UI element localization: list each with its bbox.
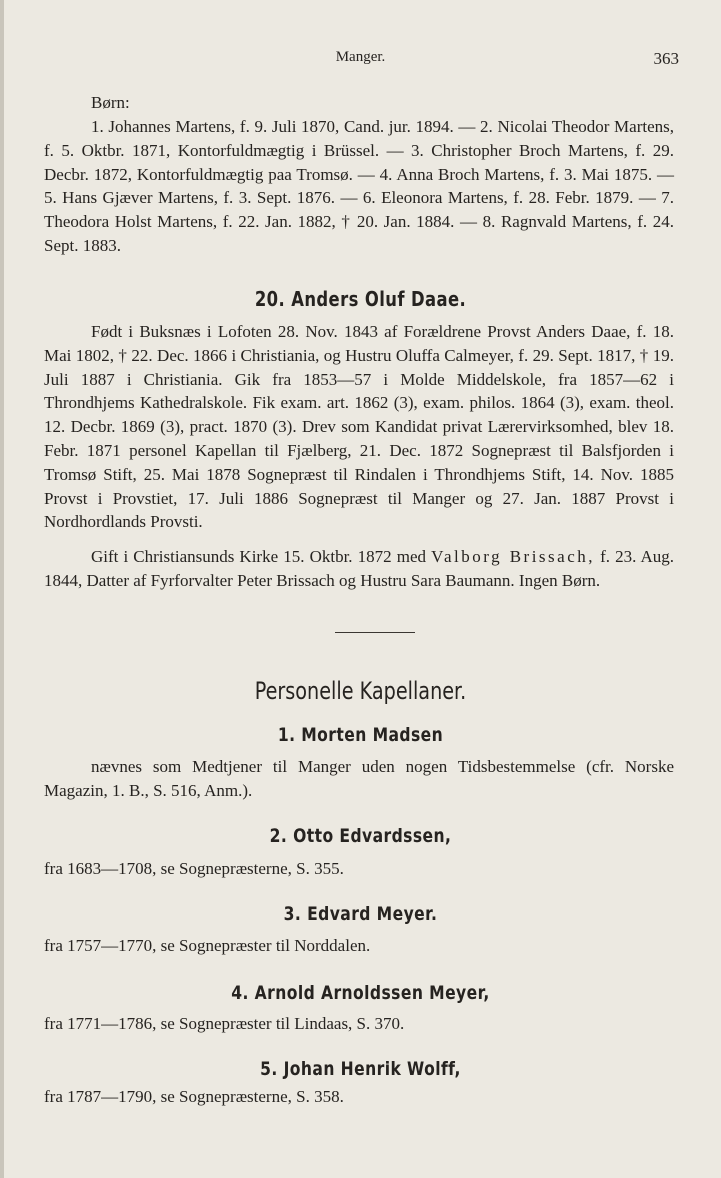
kapellan-heading: 1. Morten Madsen xyxy=(277,724,444,746)
children-list: 1. Johannes Martens, f. 9. Juli 1870, Cand. jur. 1894. — 2. Nicolai Theodor Martens, f. 5. Oktbr. 1871, Kontorfuldmægtig i Brüssel. — 3. Christopher Broch Martens, f. 29. Decbr. 1872, Kontorfuldmægtig paa Tromsø. — 4. Anna Broch Martens, f. 3. Mai 1875. — 5. Hans Gjæver Martens, f. 3. Sept. 1876. — 6. Eleonora Martens, f. 28. Febr. 1879. — 7. Theodora Holst Martens, f. 22. Jan. 1882, † 20. Jan. 1884. — 8. Ragnvald Martens, f. 24. Sept. 1883. xyxy=(44,117,674,255)
kapellan-text: fra 1683—1708, se Sognepræsterne, S. 355. xyxy=(44,859,344,878)
spouse-name: Valborg Brissach, xyxy=(431,547,595,566)
page-edge xyxy=(0,0,4,1178)
section-title: Personelle Kapellaner. xyxy=(254,677,467,705)
running-title: Manger. xyxy=(335,49,386,65)
kapellan-heading: 3. Edvard Meyer. xyxy=(283,903,438,925)
running-header xyxy=(0,49,721,73)
marriage-text-post: f. 23. Aug. 1844, Datter af Fyrforvalter Peter Brissach og Hustru Sara Baumann. Ingen Børn. xyxy=(44,547,675,590)
children-label: Børn: xyxy=(91,93,130,112)
page-number: 363 xyxy=(653,49,679,68)
kapellan-heading: 4. Arnold Arnoldssen Meyer, xyxy=(231,982,490,1004)
kapellan-heading: 5. Johan Henrik Wolff, xyxy=(260,1058,461,1080)
kapellan-text: nævnes som Medtjener til Manger uden nogen Tidsbestemmelse (cfr. Norske Magazin, 1. B., S. 516, Anm.). xyxy=(44,757,674,800)
section-divider xyxy=(335,632,415,633)
marriage-text-pre: Gift i Christiansunds Kirke 15. Oktbr. 1872 med xyxy=(91,547,426,566)
kapellan-heading: 2. Otto Edvardssen, xyxy=(269,825,452,847)
kapellan-text: fra 1787—1790, se Sognepræsterne, S. 358. xyxy=(44,1087,344,1106)
kapellan-text: fra 1757—1770, se Sognepræster til Norddalen. xyxy=(44,936,371,955)
kapellan-text: fra 1771—1786, se Sognepræster til Lindaas, S. 370. xyxy=(44,1014,405,1033)
entry-biography: Født i Buksnæs i Lofoten 28. Nov. 1843 af Forældrene Provst Anders Daae, f. 18. Mai 1802, † 22. Dec. 1866 i Christiania, og Hustru Oluffa Calmeyer, f. 29. Sept. 1817, † 19. Juli 1887 i Christiania. Gik fra 1853—57 i Molde Middelskole, fra 1857—62 i Throndhjems Kathedralskole. Fik exam. art. 1862 (3), exam. philos. 1864 (3), exam. theol. 12. Decbr. 1869 (3), pract. 1870 (3). Drev som Kandidat privat Lærervirksomhed, blev 18. Febr. 1871 personel Kapellan til Fjælberg, 21. Dec. 1872 Sognepræst til Balsfjorden i Tromsø Stift, 25. Mai 1878 Sognepræst til Rindalen i Throndhjems Stift, 14. Nov. 1885 Provst i Provstiet, 17. Juli 1886 Sognepræst til Manger og 27. Jan. 1887 Provst i Nordhordlands Provsti. xyxy=(44,322,674,532)
entry-marriage xyxy=(44,545,674,593)
entry-heading: 20. Anders Oluf Daae. xyxy=(254,287,467,311)
